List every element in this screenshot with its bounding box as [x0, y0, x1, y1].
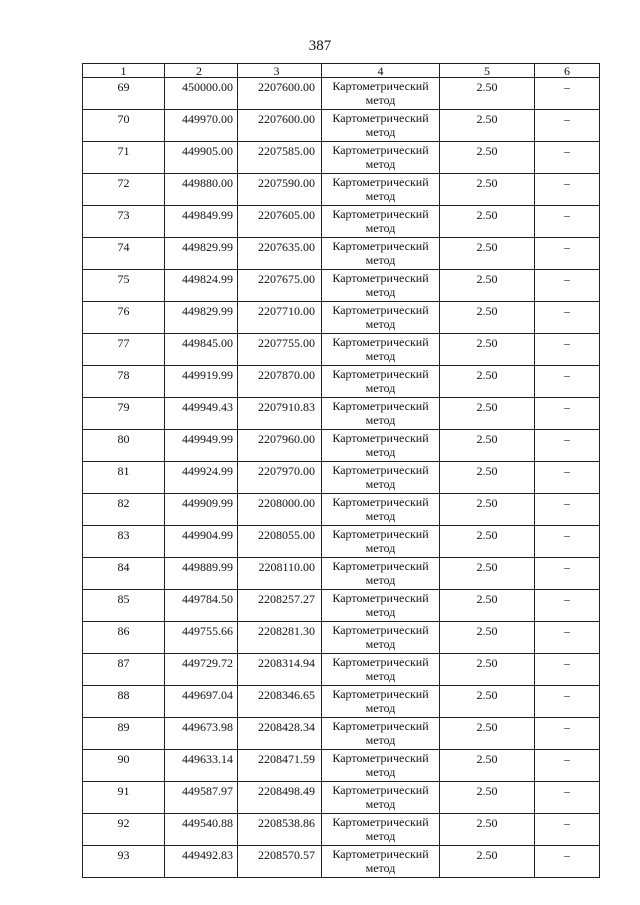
x-coordinate-cell: 449909.99 — [165, 494, 238, 526]
x-coordinate-cell: 449633.14 — [165, 750, 238, 782]
method-cell: Картометрический метод — [322, 622, 440, 654]
point-number-cell: 89 — [83, 718, 165, 750]
x-coordinate-cell: 449845.00 — [165, 334, 238, 366]
method-cell: Картометрический метод — [322, 334, 440, 366]
method-cell: Картометрический метод — [322, 686, 440, 718]
accuracy-cell: 2.50 — [440, 782, 535, 814]
table-row — [83, 334, 600, 366]
y-coordinate-cell: 2207960.00 — [238, 430, 322, 462]
point-number-cell: 77 — [83, 334, 165, 366]
method-cell: Картометрический метод — [322, 302, 440, 334]
description-cell: – — [535, 78, 600, 110]
accuracy-cell: 2.50 — [440, 526, 535, 558]
y-coordinate-cell: 2208498.49 — [238, 782, 322, 814]
accuracy-cell: 2.50 — [440, 78, 535, 110]
accuracy-cell: 2.50 — [440, 270, 535, 302]
y-coordinate-cell: 2208538.86 — [238, 814, 322, 846]
point-number-cell: 78 — [83, 366, 165, 398]
table-row — [83, 302, 600, 334]
table-row — [83, 782, 600, 814]
y-coordinate-cell: 2207600.00 — [238, 110, 322, 142]
y-coordinate-cell: 2207675.00 — [238, 270, 322, 302]
x-coordinate-cell: 449849.99 — [165, 206, 238, 238]
description-cell: – — [535, 686, 600, 718]
table-row — [83, 238, 600, 270]
description-cell: – — [535, 206, 600, 238]
table-row — [83, 270, 600, 302]
x-coordinate-cell: 449889.99 — [165, 558, 238, 590]
accuracy-cell: 2.50 — [440, 142, 535, 174]
y-coordinate-cell: 2207970.00 — [238, 462, 322, 494]
point-number-cell: 81 — [83, 462, 165, 494]
description-cell: – — [535, 462, 600, 494]
y-coordinate-cell: 2208428.34 — [238, 718, 322, 750]
y-coordinate-cell: 2207710.00 — [238, 302, 322, 334]
point-number-cell: 73 — [83, 206, 165, 238]
point-number-cell: 85 — [83, 590, 165, 622]
table-row — [83, 718, 600, 750]
point-number-cell: 72 — [83, 174, 165, 206]
table-row — [83, 78, 600, 110]
column-header: 5 — [440, 64, 535, 78]
accuracy-cell: 2.50 — [440, 750, 535, 782]
x-coordinate-cell: 449905.00 — [165, 142, 238, 174]
method-cell: Картометрический метод — [322, 430, 440, 462]
point-number-cell: 88 — [83, 686, 165, 718]
method-cell: Картометрический метод — [322, 142, 440, 174]
description-cell: – — [535, 302, 600, 334]
y-coordinate-cell: 2207870.00 — [238, 366, 322, 398]
x-coordinate-cell: 449587.97 — [165, 782, 238, 814]
description-cell: – — [535, 782, 600, 814]
point-number-cell: 93 — [83, 846, 165, 878]
method-cell: Картометрический метод — [322, 494, 440, 526]
table-row — [83, 814, 600, 846]
description-cell: – — [535, 494, 600, 526]
y-coordinate-cell: 2208055.00 — [238, 526, 322, 558]
point-number-cell: 82 — [83, 494, 165, 526]
x-coordinate-cell: 449949.43 — [165, 398, 238, 430]
x-coordinate-cell: 449970.00 — [165, 110, 238, 142]
description-cell: – — [535, 558, 600, 590]
method-cell: Картометрический метод — [322, 206, 440, 238]
method-cell: Картометрический метод — [322, 654, 440, 686]
table-row — [83, 558, 600, 590]
method-cell: Картометрический метод — [322, 174, 440, 206]
x-coordinate-cell: 449784.50 — [165, 590, 238, 622]
y-coordinate-cell: 2208314.94 — [238, 654, 322, 686]
table-row — [83, 462, 600, 494]
description-cell: – — [535, 398, 600, 430]
description-cell: – — [535, 110, 600, 142]
method-cell: Картометрический метод — [322, 558, 440, 590]
point-number-cell: 75 — [83, 270, 165, 302]
description-cell: – — [535, 174, 600, 206]
method-cell: Картометрический метод — [322, 814, 440, 846]
column-header: 3 — [238, 64, 322, 78]
method-cell: Картометрический метод — [322, 718, 440, 750]
description-cell: – — [535, 622, 600, 654]
table-row — [83, 750, 600, 782]
point-number-cell: 70 — [83, 110, 165, 142]
accuracy-cell: 2.50 — [440, 654, 535, 686]
point-number-cell: 80 — [83, 430, 165, 462]
accuracy-cell: 2.50 — [440, 430, 535, 462]
point-number-cell: 79 — [83, 398, 165, 430]
description-cell: – — [535, 654, 600, 686]
point-number-cell: 76 — [83, 302, 165, 334]
method-cell: Картометрический метод — [322, 78, 440, 110]
x-coordinate-cell: 449492.83 — [165, 846, 238, 878]
x-coordinate-cell: 449829.99 — [165, 238, 238, 270]
point-number-cell: 86 — [83, 622, 165, 654]
method-cell: Картометрический метод — [322, 590, 440, 622]
table-row — [83, 430, 600, 462]
point-number-cell: 69 — [83, 78, 165, 110]
table-row — [83, 142, 600, 174]
accuracy-cell: 2.50 — [440, 334, 535, 366]
x-coordinate-cell: 449924.99 — [165, 462, 238, 494]
table-row — [83, 206, 600, 238]
method-cell: Картометрический метод — [322, 782, 440, 814]
accuracy-cell: 2.50 — [440, 302, 535, 334]
description-cell: – — [535, 590, 600, 622]
table-row — [83, 174, 600, 206]
description-cell: – — [535, 846, 600, 878]
point-number-cell: 74 — [83, 238, 165, 270]
point-number-cell: 92 — [83, 814, 165, 846]
description-cell: – — [535, 814, 600, 846]
accuracy-cell: 2.50 — [440, 398, 535, 430]
y-coordinate-cell: 2207600.00 — [238, 78, 322, 110]
x-coordinate-cell: 449673.98 — [165, 718, 238, 750]
accuracy-cell: 2.50 — [440, 686, 535, 718]
accuracy-cell: 2.50 — [440, 366, 535, 398]
description-cell: – — [535, 526, 600, 558]
column-header: 2 — [165, 64, 238, 78]
y-coordinate-cell: 2208000.00 — [238, 494, 322, 526]
table-body — [83, 78, 600, 878]
method-cell: Картометрический метод — [322, 110, 440, 142]
x-coordinate-cell: 449880.00 — [165, 174, 238, 206]
point-number-cell: 84 — [83, 558, 165, 590]
description-cell: – — [535, 334, 600, 366]
table-row — [83, 846, 600, 878]
description-cell: – — [535, 430, 600, 462]
accuracy-cell: 2.50 — [440, 590, 535, 622]
x-coordinate-cell: 449829.99 — [165, 302, 238, 334]
x-coordinate-cell: 449949.99 — [165, 430, 238, 462]
table-row — [83, 590, 600, 622]
y-coordinate-cell: 2208281.30 — [238, 622, 322, 654]
accuracy-cell: 2.50 — [440, 462, 535, 494]
accuracy-cell: 2.50 — [440, 494, 535, 526]
point-number-cell: 90 — [83, 750, 165, 782]
point-number-cell: 83 — [83, 526, 165, 558]
y-coordinate-cell: 2207910.83 — [238, 398, 322, 430]
point-number-cell: 91 — [83, 782, 165, 814]
method-cell: Картометрический метод — [322, 846, 440, 878]
accuracy-cell: 2.50 — [440, 206, 535, 238]
description-cell: – — [535, 238, 600, 270]
column-header: 4 — [322, 64, 440, 78]
table-row — [83, 526, 600, 558]
column-header: 1 — [83, 64, 165, 78]
x-coordinate-cell: 449697.04 — [165, 686, 238, 718]
method-cell: Картометрический метод — [322, 270, 440, 302]
coordinates-table — [82, 63, 600, 878]
accuracy-cell: 2.50 — [440, 558, 535, 590]
method-cell: Картометрический метод — [322, 366, 440, 398]
description-cell: – — [535, 718, 600, 750]
table-row — [83, 398, 600, 430]
y-coordinate-cell: 2207590.00 — [238, 174, 322, 206]
accuracy-cell: 2.50 — [440, 814, 535, 846]
page-number: 387 — [308, 38, 332, 54]
table-row — [83, 686, 600, 718]
table-header-row — [83, 64, 600, 78]
y-coordinate-cell: 2208570.57 — [238, 846, 322, 878]
method-cell: Картометрический метод — [322, 238, 440, 270]
description-cell: – — [535, 750, 600, 782]
table-row — [83, 366, 600, 398]
accuracy-cell: 2.50 — [440, 238, 535, 270]
accuracy-cell: 2.50 — [440, 718, 535, 750]
x-coordinate-cell: 449824.99 — [165, 270, 238, 302]
column-header: 6 — [535, 64, 600, 78]
accuracy-cell: 2.50 — [440, 846, 535, 878]
y-coordinate-cell: 2207605.00 — [238, 206, 322, 238]
table-row — [83, 110, 600, 142]
method-cell: Картометрический метод — [322, 526, 440, 558]
description-cell: – — [535, 270, 600, 302]
method-cell: Картометрический метод — [322, 750, 440, 782]
x-coordinate-cell: 449540.88 — [165, 814, 238, 846]
point-number-cell: 71 — [83, 142, 165, 174]
y-coordinate-cell: 2207755.00 — [238, 334, 322, 366]
y-coordinate-cell: 2208110.00 — [238, 558, 322, 590]
point-number-cell: 87 — [83, 654, 165, 686]
x-coordinate-cell: 449919.99 — [165, 366, 238, 398]
y-coordinate-cell: 2207585.00 — [238, 142, 322, 174]
description-cell: – — [535, 366, 600, 398]
x-coordinate-cell: 450000.00 — [165, 78, 238, 110]
x-coordinate-cell: 449904.99 — [165, 526, 238, 558]
y-coordinate-cell: 2208346.65 — [238, 686, 322, 718]
table-row — [83, 622, 600, 654]
method-cell: Картометрический метод — [322, 462, 440, 494]
method-cell: Картометрический метод — [322, 398, 440, 430]
y-coordinate-cell: 2208471.59 — [238, 750, 322, 782]
x-coordinate-cell: 449729.72 — [165, 654, 238, 686]
description-cell: – — [535, 142, 600, 174]
table-row — [83, 654, 600, 686]
accuracy-cell: 2.50 — [440, 622, 535, 654]
y-coordinate-cell: 2207635.00 — [238, 238, 322, 270]
y-coordinate-cell: 2208257.27 — [238, 590, 322, 622]
accuracy-cell: 2.50 — [440, 174, 535, 206]
table-row — [83, 494, 600, 526]
accuracy-cell: 2.50 — [440, 110, 535, 142]
x-coordinate-cell: 449755.66 — [165, 622, 238, 654]
